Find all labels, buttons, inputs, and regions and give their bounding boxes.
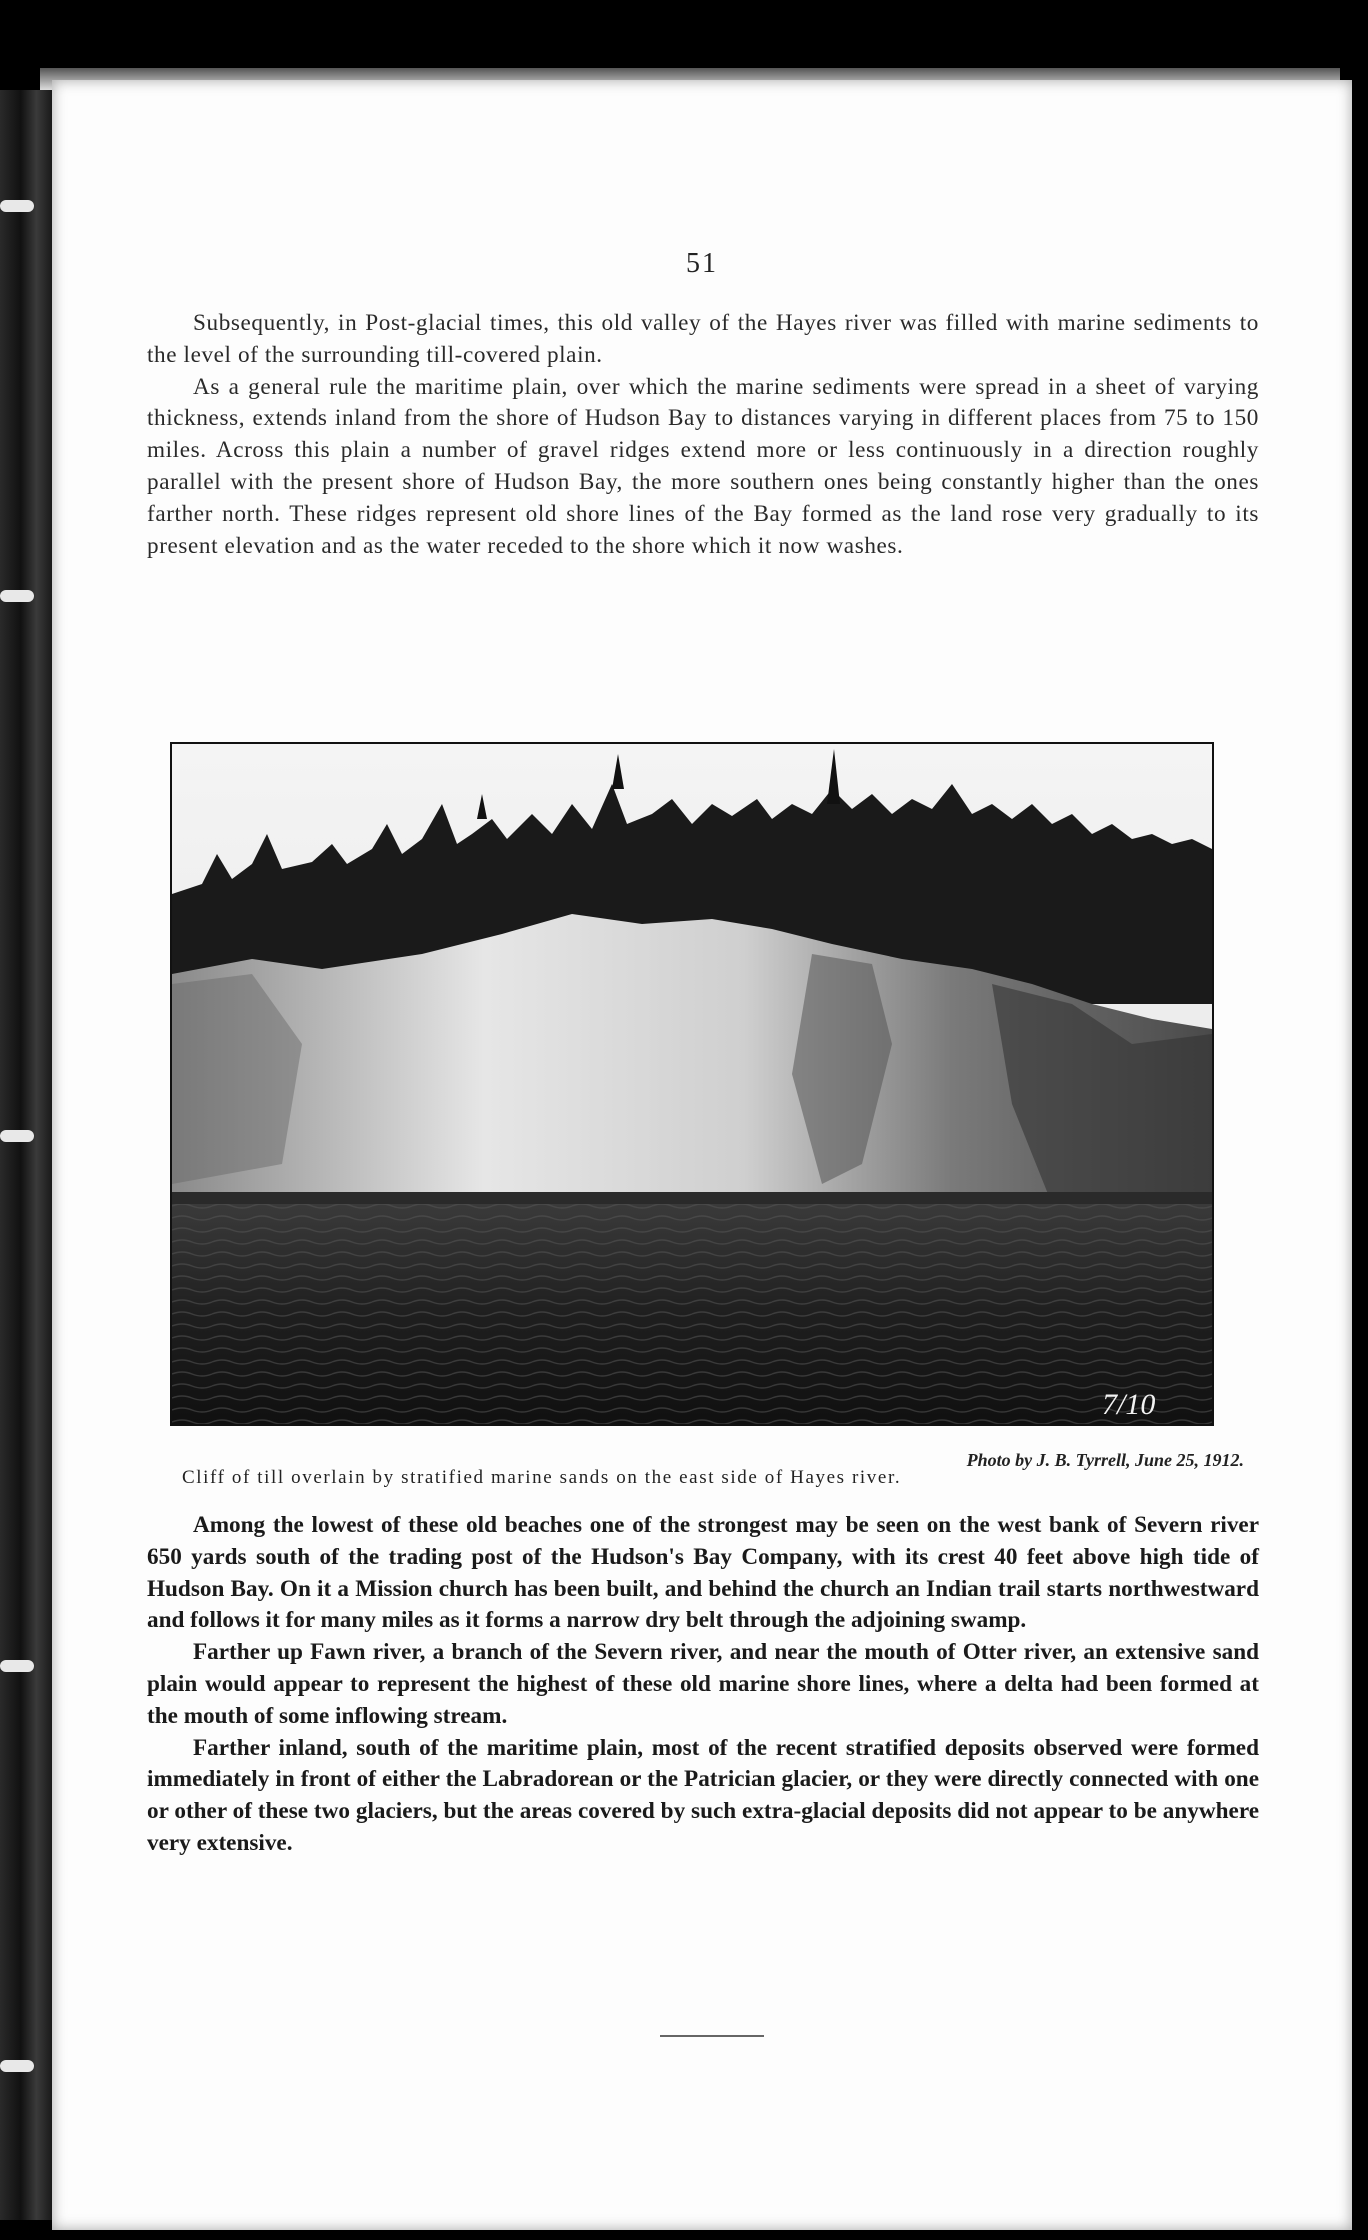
binding-stitch xyxy=(0,1660,34,1672)
text-section-bottom xyxy=(147,1510,1259,1860)
page-number: 51 xyxy=(686,248,718,279)
shoreline xyxy=(172,1192,1212,1206)
section-end-rule xyxy=(660,2035,764,2037)
binding-stitch xyxy=(0,2060,34,2072)
photo-illustration xyxy=(172,744,1212,1424)
binding-stitch xyxy=(0,1130,34,1142)
paragraph: Among the lowest of these old beaches one of the strongest may be seen on the west bank of Severn river 650 yards south of the trading post of the Hudson's Bay Company, with its crest 40 feet above high tide of Hudson Bay. On it a Mission church has been built, and behind the church an Indian trail starts northwestward and follows it for many miles as it forms a narrow dry belt through the adjoining swamp. xyxy=(147,1512,1259,1634)
photo-caption: Cliff of till overlain by stratified marine sands on the east side of Hayes river. xyxy=(182,1467,902,1488)
binding-stitch xyxy=(0,200,34,212)
text-section-top xyxy=(147,308,1259,562)
water-ripples xyxy=(172,1204,1212,1424)
paragraph: Farther inland, south of the maritime plain, most of the recent stratified deposits observed were formed immediately in front of either the Labradorean or the Patrician glacier, or they were directly connected with one or other of these two glaciers, but the areas covered by such extra-glacial deposits did not appear to be anywhere very extensive. xyxy=(147,1734,1259,1856)
book-binding xyxy=(0,90,52,2220)
plate-mark: 7/10 xyxy=(1102,1388,1156,1421)
photo-credit: Photo by J. B. Tyrrell, June 25, 1912. xyxy=(966,1450,1244,1470)
book-page xyxy=(52,80,1352,2230)
cliff-photograph xyxy=(170,742,1214,1426)
paragraph: Farther up Fawn river, a branch of the Severn river, and near the mouth of Otter river, an extensive sand plain would appear to represent the highest of these old marine shore lines, where a delta had been formed at the mouth of some inflowing stream. xyxy=(147,1639,1259,1729)
paragraph: As a general rule the maritime plain, over which the marine sediments were spread in a sheet of varying thickness, extends inland from the shore of Hudson Bay to distances varying in different places from 75 to 150 miles. Across this plain a number of gravel ridges extend more or less continuously in a direction roughly parallel with the present shore of Hudson Bay, the more southern ones being constantly higher than the ones farther north. These ridges represent old shore lines of the Bay formed as the land rose very gradually to its present elevation and as the water receded to the shore which it now washes. xyxy=(147,373,1259,559)
figure-caption-block xyxy=(182,1450,1262,1489)
paragraph: Subsequently, in Post-glacial times, this old valley of the Hayes river was filled with marine sediments to the level of the surrounding till-covered plain. xyxy=(147,310,1259,368)
binding-stitch xyxy=(0,590,34,602)
